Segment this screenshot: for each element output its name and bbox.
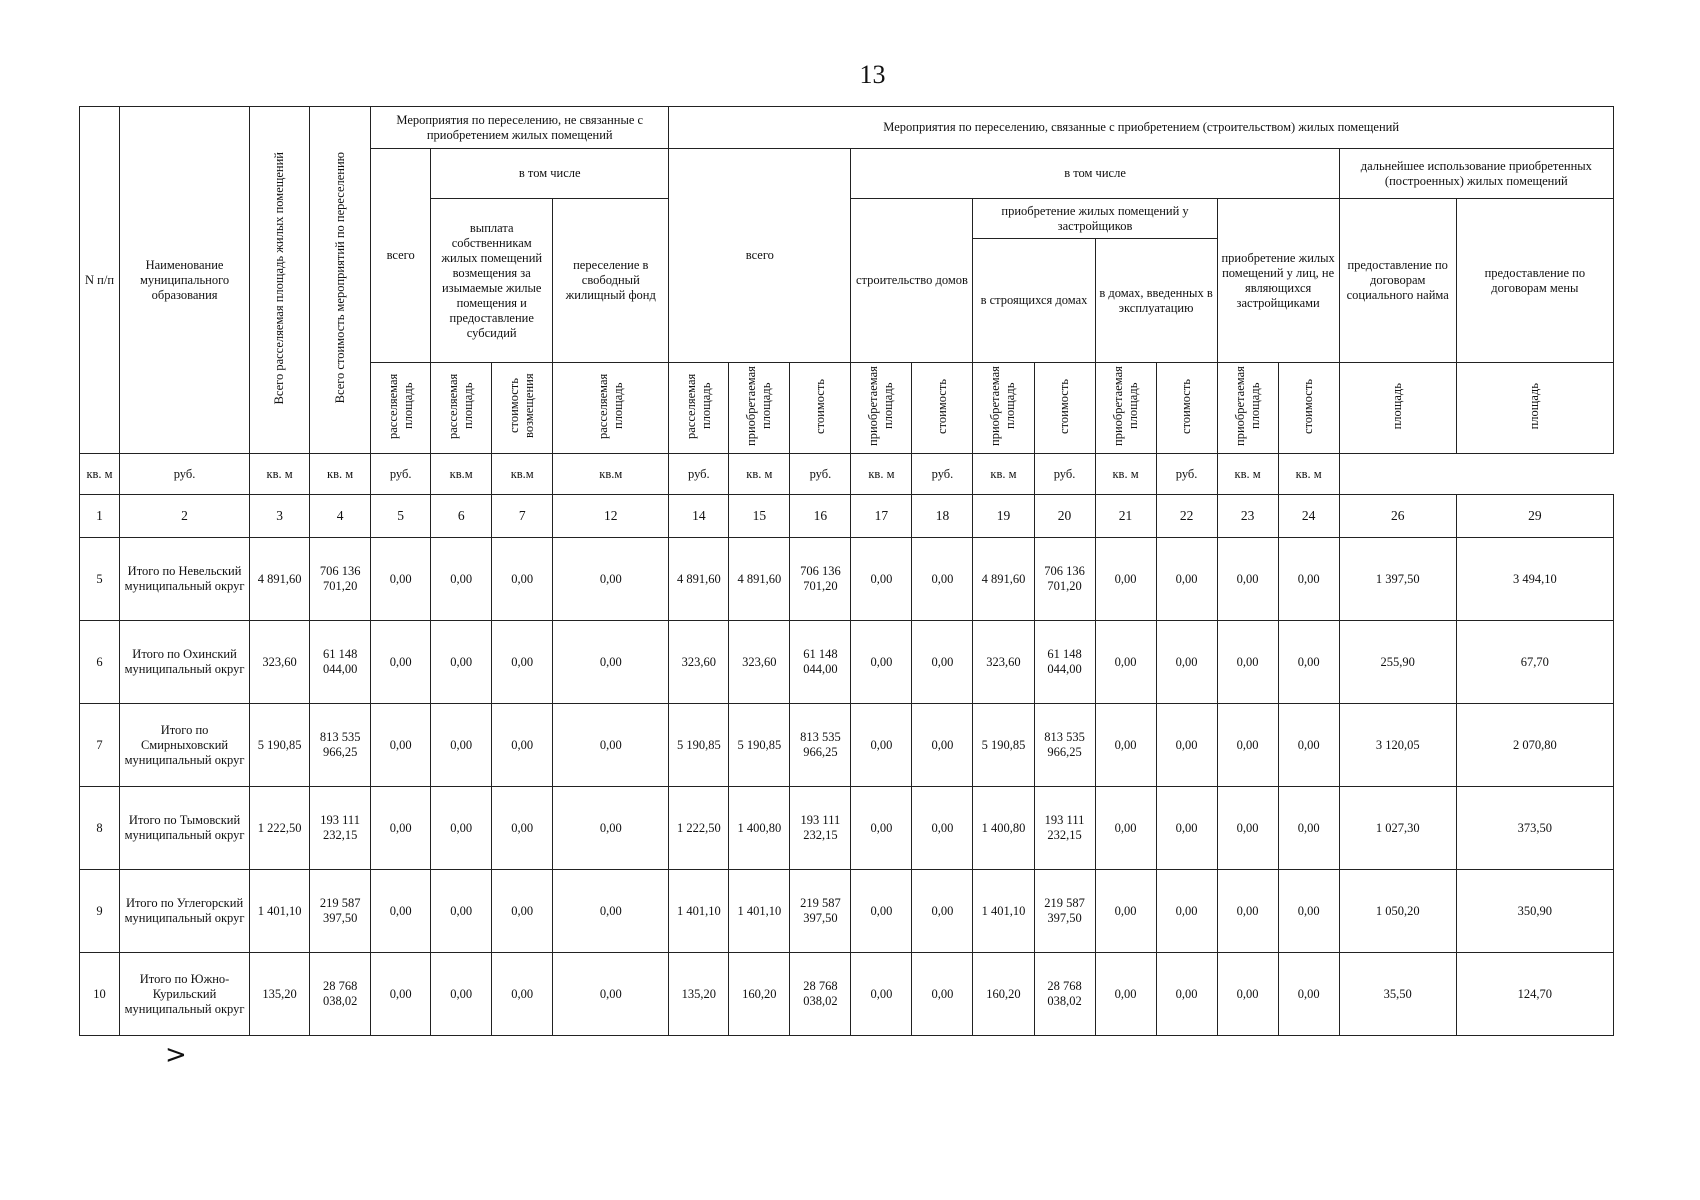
- row-number: 6: [80, 621, 120, 704]
- value-cell-c24: 0,00: [1278, 787, 1339, 870]
- value-cell-c15: 1 401,10: [729, 870, 790, 953]
- colnum-cell: 20: [1034, 495, 1095, 538]
- header-name: Наименование муниципального образования: [120, 107, 250, 454]
- value-cell-c3: 5 190,85: [250, 704, 310, 787]
- subheader-c6: расселяемая площадь: [431, 363, 492, 454]
- value-cell-c18: 0,00: [912, 538, 973, 621]
- value-cell-c20: 706 136 701,20: [1034, 538, 1095, 621]
- subheader-c19: приобретаемая площадь: [973, 363, 1034, 454]
- value-cell-c29: 124,70: [1456, 953, 1613, 1036]
- header-social: предоставление по договорам социального найма: [1339, 199, 1456, 363]
- value-cell-c26: 35,50: [1339, 953, 1456, 1036]
- value-cell-c4: 28 768 038,02: [310, 953, 371, 1036]
- value-cell-c16: 706 136 701,20: [790, 538, 851, 621]
- header-further-use: дальнейшее использование приобретенных (построенных) жилых помещений: [1339, 149, 1613, 199]
- value-cell-c4: 193 111 232,15: [310, 787, 371, 870]
- value-cell-c18: 0,00: [912, 704, 973, 787]
- header-purchase-non-dev: приобретение жилых помещений у лиц, не являющихся застройщиками: [1217, 199, 1339, 363]
- value-cell-c17: 0,00: [851, 787, 912, 870]
- colnum-cell: 2: [120, 495, 250, 538]
- subheader-c21: приобретаемая площадь: [1095, 363, 1156, 454]
- value-cell-c14: 135,20: [669, 953, 729, 1036]
- value-cell-c19: 323,60: [973, 621, 1034, 704]
- colnum-cell: 24: [1278, 495, 1339, 538]
- header-resettle-free: переселение в свободный жилищный фонд: [553, 199, 669, 363]
- row-number: 7: [80, 704, 120, 787]
- value-cell-c23: 0,00: [1217, 704, 1278, 787]
- value-cell-c7: 0,00: [492, 704, 553, 787]
- unit-cell: руб.: [120, 454, 250, 495]
- unit-cell: кв. м: [250, 454, 310, 495]
- table-row: [80, 704, 1614, 787]
- value-cell-c4: 813 535 966,25: [310, 704, 371, 787]
- header-total-cost: Всего стоимость мероприятий по переселению: [310, 107, 371, 454]
- value-cell-c4: 219 587 397,50: [310, 870, 371, 953]
- unit-cell: кв. м: [729, 454, 790, 495]
- value-cell-c14: 4 891,60: [669, 538, 729, 621]
- value-cell-c16: 28 768 038,02: [790, 953, 851, 1036]
- value-cell-c29: 2 070,80: [1456, 704, 1613, 787]
- value-cell-c6: 0,00: [431, 621, 492, 704]
- municipality-name: Итого по Невельский муниципальный округ: [120, 538, 250, 621]
- value-cell-c18: 0,00: [912, 621, 973, 704]
- value-cell-c22: 0,00: [1156, 787, 1217, 870]
- value-cell-c26: 1 397,50: [1339, 538, 1456, 621]
- value-cell-c14: 5 190,85: [669, 704, 729, 787]
- value-cell-c19: 4 891,60: [973, 538, 1034, 621]
- value-cell-c6: 0,00: [431, 787, 492, 870]
- row-number: 9: [80, 870, 120, 953]
- value-cell-c14: 323,60: [669, 621, 729, 704]
- value-cell-c21: 0,00: [1095, 621, 1156, 704]
- value-cell-c22: 0,00: [1156, 870, 1217, 953]
- value-cell-c19: 1 400,80: [973, 787, 1034, 870]
- units-row: [80, 454, 1614, 495]
- colnum-cell: 19: [973, 495, 1034, 538]
- value-cell-c15: 4 891,60: [729, 538, 790, 621]
- table-row: [80, 538, 1614, 621]
- colnum-cell: 17: [851, 495, 912, 538]
- value-cell-c20: 219 587 397,50: [1034, 870, 1095, 953]
- row-number: 8: [80, 787, 120, 870]
- value-cell-c24: 0,00: [1278, 538, 1339, 621]
- unit-cell: руб.: [371, 454, 431, 495]
- subheader-c16: стоимость: [790, 363, 851, 454]
- value-cell-c21: 0,00: [1095, 870, 1156, 953]
- table-row: [80, 621, 1614, 704]
- value-cell-c16: 193 111 232,15: [790, 787, 851, 870]
- unit-cell: кв. м: [80, 454, 120, 495]
- value-cell-c20: 813 535 966,25: [1034, 704, 1095, 787]
- value-cell-c16: 219 587 397,50: [790, 870, 851, 953]
- colnum-cell: 21: [1095, 495, 1156, 538]
- value-cell-c6: 0,00: [431, 538, 492, 621]
- unit-cell: кв. м: [1217, 454, 1278, 495]
- header-num: N п/п: [80, 107, 120, 454]
- value-cell-c21: 0,00: [1095, 953, 1156, 1036]
- value-cell-c18: 0,00: [912, 953, 973, 1036]
- header-payout: выплата собственникам жилых помещений возмещения за изымаемые жилые помещения и предоставление субсидий: [431, 199, 553, 363]
- value-cell-c19: 5 190,85: [973, 704, 1034, 787]
- column-numbers-row: [80, 495, 1614, 538]
- subheader-c22: стоимость: [1156, 363, 1217, 454]
- value-cell-c17: 0,00: [851, 953, 912, 1036]
- header-vsego: всего: [371, 149, 431, 363]
- unit-cell: руб.: [912, 454, 973, 495]
- colnum-cell: 16: [790, 495, 851, 538]
- value-cell-c5: 0,00: [371, 621, 431, 704]
- header-commissioned: в домах, введенных в эксплуатацию: [1095, 239, 1217, 363]
- subheader-c20: стоимость: [1034, 363, 1095, 454]
- unit-cell: кв. м: [973, 454, 1034, 495]
- value-cell-c23: 0,00: [1217, 870, 1278, 953]
- colnum-cell: 29: [1456, 495, 1613, 538]
- unit-cell: кв. м: [310, 454, 371, 495]
- colnum-cell: 1: [80, 495, 120, 538]
- value-cell-c6: 0,00: [431, 870, 492, 953]
- municipality-name: Итого по Южно-Курильский муниципальный округ: [120, 953, 250, 1036]
- header-group-not-related: Мероприятия по переселению, не связанные с приобретением жилых помещений: [371, 107, 669, 149]
- unit-cell: руб.: [1034, 454, 1095, 495]
- colnum-cell: 23: [1217, 495, 1278, 538]
- value-cell-c18: 0,00: [912, 787, 973, 870]
- subheader-c29: площадь: [1456, 363, 1613, 454]
- municipality-name: Итого по Смирныховский муниципальный округ: [120, 704, 250, 787]
- value-cell-c4: 61 148 044,00: [310, 621, 371, 704]
- value-cell-c3: 4 891,60: [250, 538, 310, 621]
- value-cell-c17: 0,00: [851, 538, 912, 621]
- unit-cell: кв.м: [492, 454, 553, 495]
- table-row: [80, 953, 1614, 1036]
- value-cell-c24: 0,00: [1278, 870, 1339, 953]
- value-cell-c23: 0,00: [1217, 953, 1278, 1036]
- resettlement-table: [79, 106, 1614, 1036]
- row-number: 5: [80, 538, 120, 621]
- value-cell-c6: 0,00: [431, 953, 492, 1036]
- value-cell-c7: 0,00: [492, 787, 553, 870]
- subheader-c17: приобретаемая площадь: [851, 363, 912, 454]
- margin-mark: >: [165, 1040, 187, 1070]
- header-group-related: Мероприятия по переселению, связанные с приобретением (строительством) жилых помещений: [669, 107, 1614, 149]
- value-cell-c12: 0,00: [553, 538, 669, 621]
- header-v-tom-chisle: в том числе: [431, 149, 669, 199]
- unit-cell: кв. м: [1278, 454, 1339, 495]
- value-cell-c29: 67,70: [1456, 621, 1613, 704]
- header-building: в строящихся домах: [973, 239, 1095, 363]
- subheader-c7: стоимость возмещения: [492, 363, 553, 454]
- value-cell-c7: 0,00: [492, 870, 553, 953]
- colnum-cell: 5: [371, 495, 431, 538]
- value-cell-c26: 1 027,30: [1339, 787, 1456, 870]
- value-cell-c23: 0,00: [1217, 621, 1278, 704]
- value-cell-c5: 0,00: [371, 704, 431, 787]
- value-cell-c12: 0,00: [553, 870, 669, 953]
- unit-cell: кв. м: [851, 454, 912, 495]
- value-cell-c12: 0,00: [553, 704, 669, 787]
- value-cell-c23: 0,00: [1217, 538, 1278, 621]
- value-cell-c22: 0,00: [1156, 538, 1217, 621]
- header-total-area: Всего расселяемая площадь жилых помещений: [250, 107, 310, 454]
- table-row: [80, 870, 1614, 953]
- municipality-name: Итого по Охинский муниципальный округ: [120, 621, 250, 704]
- value-cell-c17: 0,00: [851, 870, 912, 953]
- header-v-tom-chisle-related: в том числе: [851, 149, 1339, 199]
- value-cell-c7: 0,00: [492, 538, 553, 621]
- colnum-cell: 3: [250, 495, 310, 538]
- value-cell-c20: 28 768 038,02: [1034, 953, 1095, 1036]
- value-cell-c6: 0,00: [431, 704, 492, 787]
- table-body: [80, 538, 1614, 1036]
- value-cell-c3: 135,20: [250, 953, 310, 1036]
- value-cell-c26: 1 050,20: [1339, 870, 1456, 953]
- value-cell-c16: 61 148 044,00: [790, 621, 851, 704]
- header-vsego-related: всего: [669, 149, 851, 363]
- value-cell-c4: 706 136 701,20: [310, 538, 371, 621]
- value-cell-c3: 1 222,50: [250, 787, 310, 870]
- unit-cell: кв. м: [1095, 454, 1156, 495]
- value-cell-c15: 1 400,80: [729, 787, 790, 870]
- unit-cell: кв.м: [553, 454, 669, 495]
- subheader-c24: стоимость: [1278, 363, 1339, 454]
- colnum-cell: 12: [553, 495, 669, 538]
- value-cell-c29: 3 494,10: [1456, 538, 1613, 621]
- unit-cell: руб.: [790, 454, 851, 495]
- value-cell-c22: 0,00: [1156, 704, 1217, 787]
- unit-cell: руб.: [669, 454, 729, 495]
- colnum-cell: 7: [492, 495, 553, 538]
- subheader-c26: площадь: [1339, 363, 1456, 454]
- value-cell-c24: 0,00: [1278, 953, 1339, 1036]
- value-cell-c15: 160,20: [729, 953, 790, 1036]
- value-cell-c24: 0,00: [1278, 621, 1339, 704]
- value-cell-c17: 0,00: [851, 621, 912, 704]
- value-cell-c21: 0,00: [1095, 538, 1156, 621]
- value-cell-c21: 0,00: [1095, 704, 1156, 787]
- value-cell-c12: 0,00: [553, 621, 669, 704]
- value-cell-c23: 0,00: [1217, 787, 1278, 870]
- value-cell-c19: 160,20: [973, 953, 1034, 1036]
- header-construction: строительство домов: [851, 199, 973, 363]
- colnum-cell: 4: [310, 495, 371, 538]
- value-cell-c7: 0,00: [492, 953, 553, 1036]
- value-cell-c22: 0,00: [1156, 953, 1217, 1036]
- value-cell-c3: 1 401,10: [250, 870, 310, 953]
- value-cell-c29: 373,50: [1456, 787, 1613, 870]
- value-cell-c29: 350,90: [1456, 870, 1613, 953]
- value-cell-c26: 255,90: [1339, 621, 1456, 704]
- value-cell-c15: 5 190,85: [729, 704, 790, 787]
- value-cell-c15: 323,60: [729, 621, 790, 704]
- row-number: 10: [80, 953, 120, 1036]
- value-cell-c7: 0,00: [492, 621, 553, 704]
- page-number: 13: [859, 60, 886, 89]
- value-cell-c14: 1 401,10: [669, 870, 729, 953]
- subheader-c14: расселяемая площадь: [669, 363, 729, 454]
- value-cell-c20: 193 111 232,15: [1034, 787, 1095, 870]
- subheader-c5: расселяемая площадь: [371, 363, 431, 454]
- municipality-name: Итого по Тымовский муниципальный округ: [120, 787, 250, 870]
- header-exchange: предоставление по договорам мены: [1456, 199, 1613, 363]
- subheader-c23: приобретаемая площадь: [1217, 363, 1278, 454]
- value-cell-c12: 0,00: [553, 787, 669, 870]
- value-cell-c3: 323,60: [250, 621, 310, 704]
- value-cell-c5: 0,00: [371, 953, 431, 1036]
- colnum-cell: 18: [912, 495, 973, 538]
- value-cell-c17: 0,00: [851, 704, 912, 787]
- value-cell-c24: 0,00: [1278, 704, 1339, 787]
- colnum-cell: 6: [431, 495, 492, 538]
- table-row: [80, 787, 1614, 870]
- colnum-cell: 15: [729, 495, 790, 538]
- value-cell-c5: 0,00: [371, 538, 431, 621]
- value-cell-c16: 813 535 966,25: [790, 704, 851, 787]
- value-cell-c26: 3 120,05: [1339, 704, 1456, 787]
- colnum-cell: 26: [1339, 495, 1456, 538]
- value-cell-c20: 61 148 044,00: [1034, 621, 1095, 704]
- municipality-name: Итого по Углегорский муниципальный округ: [120, 870, 250, 953]
- value-cell-c5: 0,00: [371, 787, 431, 870]
- unit-cell: руб.: [1156, 454, 1217, 495]
- header-purchase-dev: приобретение жилых помещений у застройщиков: [973, 199, 1217, 239]
- colnum-cell: 22: [1156, 495, 1217, 538]
- colnum-cell: 14: [669, 495, 729, 538]
- value-cell-c18: 0,00: [912, 870, 973, 953]
- value-cell-c21: 0,00: [1095, 787, 1156, 870]
- value-cell-c12: 0,00: [553, 953, 669, 1036]
- subheader-c18: стоимость: [912, 363, 973, 454]
- value-cell-c19: 1 401,10: [973, 870, 1034, 953]
- subheader-c15: приобретаемая площадь: [729, 363, 790, 454]
- value-cell-c22: 0,00: [1156, 621, 1217, 704]
- unit-cell: кв.м: [431, 454, 492, 495]
- subheader-c12: расселяемая площадь: [553, 363, 669, 454]
- value-cell-c5: 0,00: [371, 870, 431, 953]
- value-cell-c14: 1 222,50: [669, 787, 729, 870]
